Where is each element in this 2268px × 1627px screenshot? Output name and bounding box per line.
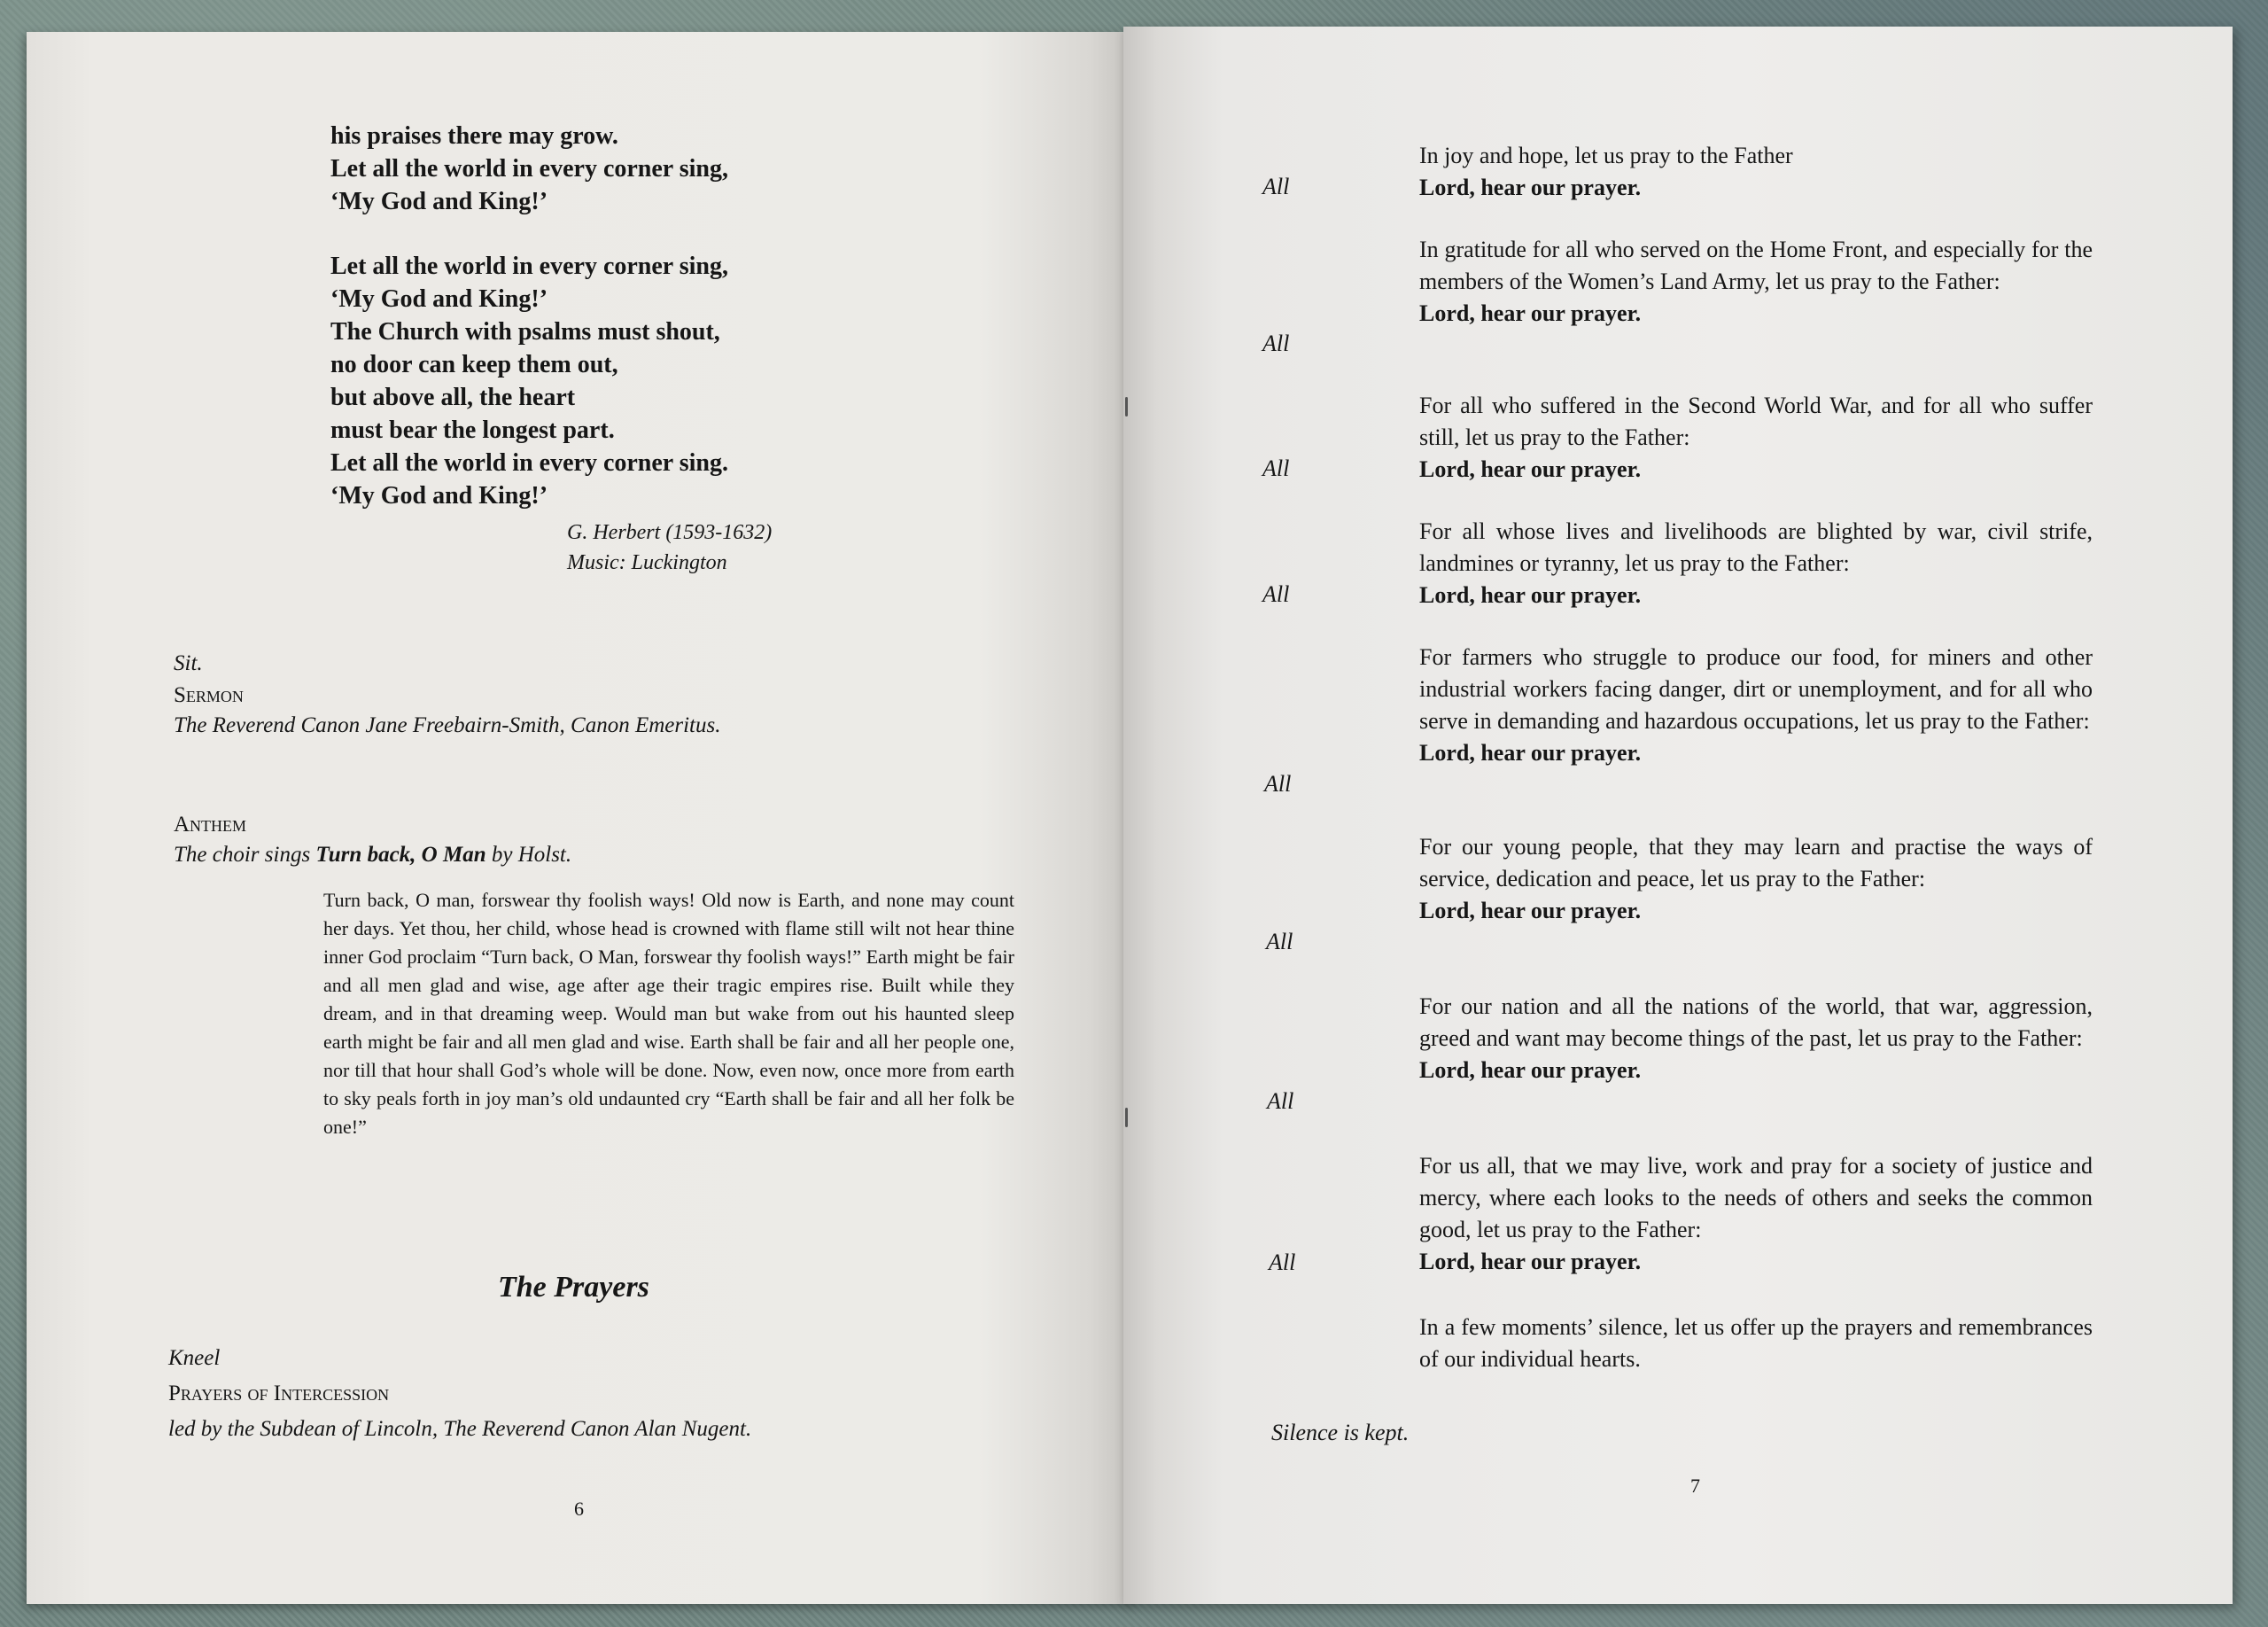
petition-2: [1419, 234, 2093, 330]
response: Lord, hear our prayer.: [1419, 582, 1642, 608]
hymn-line: must bear the longest part.: [330, 416, 615, 444]
petition-3: [1419, 390, 2093, 486]
response: Lord, hear our prayer.: [1419, 1057, 1642, 1083]
anthem-intro-pre: The choir sings: [174, 843, 316, 867]
intercession-label: Prayers of Intercession: [168, 1382, 390, 1405]
petition-6: [1419, 831, 2093, 927]
kneel-instruction: Kneel: [168, 1346, 221, 1370]
anthem-text: Turn back, O man, forswear thy foolish ways! Old now is Earth, and none may count her days. Yet thou, her child, whose head is crowned with flame still wilt not hear thine inner God proclaim “Turn back, O Man, forswear thy foolish ways!” Earth might be fair and all men glad and wise, age after age their tragic empires rise. Built while they dream, and in that dreaming weep. Would man but wake from out his haunted sleep earth might be fair and all men glad and wise. Earth shall be fair and all her people one, nor till that hour shall God’s whole will be done. Now, even now, once more from earth to sky peals forth in joy man’s old undaunted cry “Earth shall be fair and all her folk be one!”: [323, 889, 1014, 1138]
petition-text: For our nation and all the nations of the world, that war, aggression, greed and want may become things of the past, let us pray to the Father:: [1419, 993, 2093, 1051]
all-label: All: [1262, 455, 1290, 481]
petition-text: In joy and hope, let us pray to the Father: [1419, 143, 1793, 168]
hymn-author: G. Herbert (1593-1632): [567, 521, 773, 544]
page-number-left: 6: [574, 1498, 584, 1520]
hymn-stanza: [330, 250, 728, 512]
response: Lord, hear our prayer.: [1419, 740, 1642, 766]
all-label: All: [1262, 581, 1290, 607]
hymn-line: ‘My God and King!’: [330, 188, 548, 215]
all-label: All: [1269, 1249, 1296, 1275]
hymn-line: Let all the world in every corner sing.: [330, 449, 728, 477]
response: Lord, hear our prayer.: [1419, 456, 1642, 482]
petition-text: For our young people, that they may learn and practise the ways of service, dedication and peace, let us pray to the Father:: [1419, 834, 2093, 891]
page-number-right: 7: [1690, 1475, 1700, 1497]
all-label: All: [1262, 174, 1290, 199]
hymn-line: The Church with psalms must shout,: [330, 318, 720, 346]
hymn-line: Let all the world in every corner sing,: [330, 155, 728, 183]
all-label: All: [1264, 771, 1292, 797]
silence-invitation: In a few moments’ silence, let us offer up the prayers and remembrances of our individual hearts.: [1419, 1314, 2093, 1372]
hymn-music: Music: Luckington: [567, 551, 727, 574]
anthem-intro-post: by Holst.: [485, 843, 572, 867]
all-label: All: [1262, 331, 1290, 356]
petition-text: For farmers who struggle to produce our food, for miners and other industrial workers facing danger, dirt or unemployment, and for all who serve in demanding and hazardous occupations, let us pray to the Father:: [1419, 644, 2093, 734]
prayers-heading: The Prayers: [498, 1271, 649, 1304]
staple: [1125, 1108, 1128, 1127]
petition-7: [1419, 991, 2093, 1086]
petition-text: For all who suffered in the Second World War, and for all who suffer still, let us pray to the Father:: [1419, 393, 2093, 450]
petition-5: [1419, 642, 2093, 769]
sermon-label: Sermon: [174, 683, 244, 707]
petition-8: [1419, 1150, 2093, 1278]
petition-text: In gratitude for all who served on the Home Front, and especially for the members of the Women’s Land Army, let us pray to the Father:: [1419, 237, 2093, 294]
hymn-line: but above all, the heart: [330, 384, 576, 411]
staple: [1125, 397, 1128, 416]
hymn-line: his praises there may grow.: [330, 122, 618, 150]
petition-text: For all whose lives and livelihoods are blighted by war, civil strife, landmines or tyranny, let us pray to the Father:: [1419, 518, 2093, 576]
hymn-line: ‘My God and King!’: [330, 285, 548, 313]
hymn-line: ‘My God and King!’: [330, 482, 548, 510]
response: Lord, hear our prayer.: [1419, 300, 1642, 326]
anthem-label: Anthem: [174, 813, 247, 837]
intercession-leader: led by the Subdean of Lincoln, The Reverend Canon Alan Nugent.: [168, 1417, 752, 1441]
petition-1: [1419, 140, 2093, 204]
petition-4: [1419, 516, 2093, 611]
petition-text: For us all, that we may live, work and pray for a society of justice and mercy, where each looks to the needs of others and seeks the common good, let us pray to the Father:: [1419, 1153, 2093, 1242]
silence-kept: Silence is kept.: [1271, 1420, 1410, 1445]
all-label: All: [1267, 1088, 1294, 1114]
response: Lord, hear our prayer.: [1419, 1249, 1642, 1274]
response: Lord, hear our prayer.: [1419, 898, 1642, 923]
hymn-line: Let all the world in every corner sing,: [330, 253, 728, 280]
response: Lord, hear our prayer.: [1419, 175, 1642, 200]
hymn-stanza: [330, 120, 728, 218]
all-label: All: [1266, 929, 1293, 954]
sit-instruction: Sit.: [174, 651, 203, 675]
hymn-line: no door can keep them out,: [330, 351, 618, 378]
anthem-title: Turn back, O Man: [315, 843, 486, 867]
anthem-intro: [174, 840, 571, 870]
sermon-preacher: The Reverend Canon Jane Freebairn-Smith, Canon Emeritus.: [174, 713, 721, 737]
